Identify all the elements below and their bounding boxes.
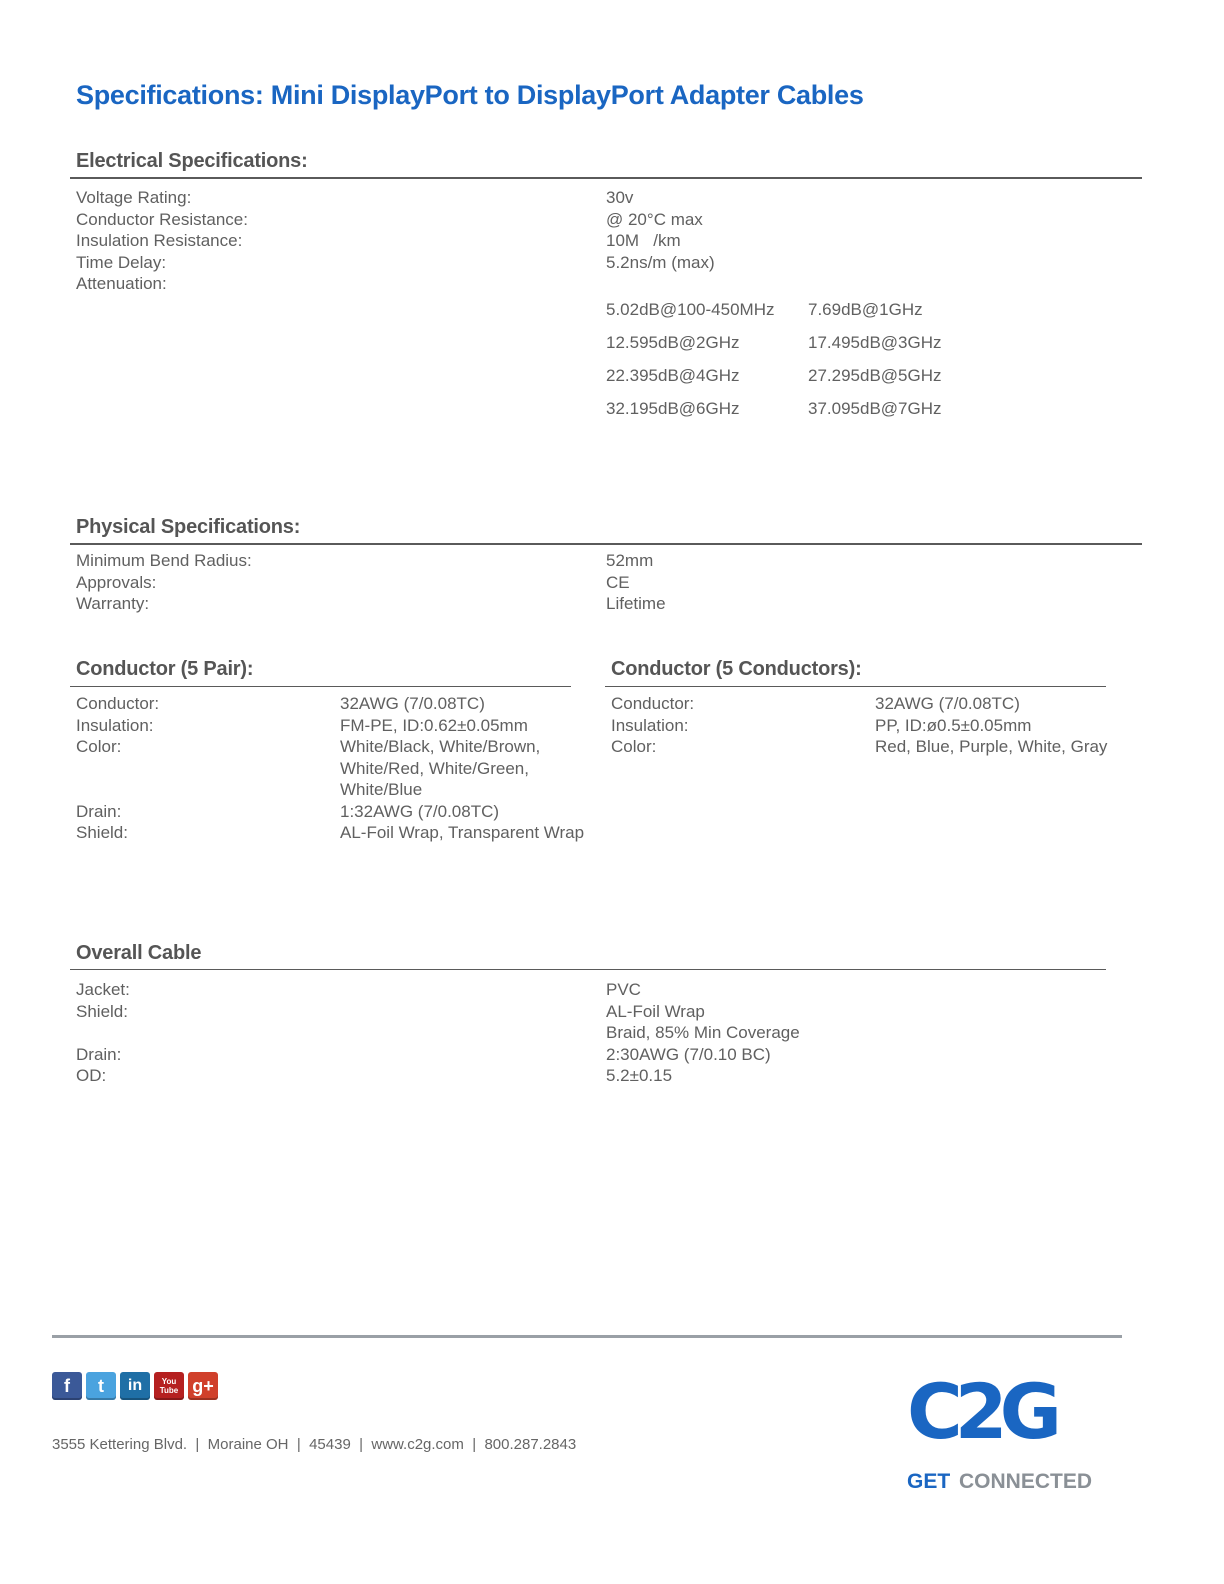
- electrical-values: [606, 187, 715, 273]
- attenuation-cell: 17.495dB@3GHz: [808, 333, 942, 352]
- value-min-bend-radius: 52mm: [606, 551, 654, 570]
- attenuation-row: [606, 333, 1026, 366]
- logo-brand: C2G: [907, 1368, 1055, 1456]
- value-jacket: PVC: [606, 980, 641, 999]
- value-warranty: Lifetime: [606, 594, 666, 613]
- conductor-five-rule: [605, 686, 1106, 687]
- physical-labels: [76, 550, 252, 615]
- label-conductor: Conductor:: [611, 694, 695, 713]
- value-shield-braid: Braid, 85% Min Coverage: [606, 1023, 800, 1042]
- value-conductor: 32AWG (7/0.08TC): [340, 694, 485, 713]
- value-color: White/Blue: [340, 780, 423, 799]
- attenuation-row: [606, 366, 1026, 399]
- youtube-icon[interactable]: [154, 1372, 184, 1400]
- label-spacer: [76, 779, 159, 801]
- facebook-icon[interactable]: [52, 1372, 82, 1400]
- googleplus-glyph: g+: [192, 1375, 214, 1396]
- value-insulation: PP, ID:ø0.5±0.05mm: [875, 715, 1032, 735]
- conductor-pair-values: [340, 693, 584, 844]
- conductor-five-values: [875, 693, 1107, 758]
- value-shield: AL-Foil Wrap: [606, 1001, 705, 1021]
- label-drain: Drain:: [76, 801, 122, 821]
- value-insulation: FM-PE, ID:0.62±0.05mm: [340, 715, 528, 735]
- electrical-rule: [70, 177, 1142, 179]
- label-spacer: [76, 1022, 130, 1044]
- conductor-pair-heading: Conductor (5 Pair):: [76, 658, 254, 680]
- attenuation-row: [606, 399, 1026, 432]
- label-color: Color:: [76, 737, 122, 756]
- twitter-icon[interactable]: [86, 1372, 116, 1400]
- label-approvals: Approvals:: [76, 572, 157, 592]
- footer-rule: [52, 1335, 1122, 1338]
- attenuation-cell: 22.395dB@4GHz: [606, 366, 740, 385]
- value-insulation-resistance: 10M /km: [606, 231, 681, 250]
- value-conductor-resistance: @ 20°C max: [606, 209, 703, 229]
- label-insulation: Insulation:: [76, 715, 154, 735]
- attenuation-cell: 27.295dB@5GHz: [808, 366, 942, 385]
- conductor-five-heading: Conductor (5 Conductors):: [611, 658, 862, 680]
- label-warranty: Warranty:: [76, 594, 150, 613]
- value-od: 5.2±0.15: [606, 1066, 673, 1085]
- label-conductor: Conductor:: [76, 694, 160, 713]
- conductor-pair-labels: [76, 693, 159, 844]
- label-color: Color:: [611, 737, 657, 756]
- label-time-delay: Time Delay:: [76, 252, 167, 272]
- logo-tagline-bold: GET: [907, 1470, 951, 1493]
- overall-labels: [76, 979, 130, 1087]
- attenuation-cell: 12.595dB@2GHz: [606, 333, 740, 352]
- value-drain: 2:30AWG (7/0.10 BC): [606, 1044, 771, 1064]
- footer-address: 3555 Kettering Blvd. | Moraine OH | 45439 | www.c2g.com | 800.287.2843: [52, 1436, 577, 1453]
- label-shield: Shield:: [76, 823, 128, 842]
- googleplus-icon[interactable]: [188, 1372, 218, 1400]
- youtube-glyph: You Tube: [159, 1377, 179, 1395]
- attenuation-row: [606, 300, 1026, 333]
- label-min-bend-radius: Minimum Bend Radius:: [76, 551, 252, 570]
- attenuation-cell: 5.02dB@100-450MHz: [606, 300, 775, 319]
- c2g-logo: [905, 1368, 1125, 1493]
- value-color: Red, Blue, Purple, White, Gray: [875, 737, 1108, 756]
- label-shield: Shield:: [76, 1001, 128, 1021]
- value-color: White/Red, White/Green,: [340, 758, 529, 778]
- electrical-heading: Electrical Specifications:: [76, 150, 308, 172]
- label-attenuation: Attenuation:: [76, 274, 167, 293]
- label-insulation: Insulation:: [611, 715, 689, 735]
- physical-rule: [70, 543, 1142, 545]
- attenuation-cell: 7.69dB@1GHz: [808, 300, 923, 319]
- label-od: OD:: [76, 1066, 107, 1085]
- value-shield: AL-Foil Wrap, Transparent Wrap: [340, 823, 585, 842]
- logo-tagline-rest: CONNECTED: [959, 1470, 1093, 1493]
- overall-heading: Overall Cable: [76, 942, 202, 964]
- conductor-five-labels: [611, 693, 694, 758]
- label-drain: Drain:: [76, 1044, 122, 1064]
- attenuation-table: [606, 300, 1026, 432]
- label-insulation-resistance: Insulation Resistance:: [76, 231, 243, 250]
- attenuation-cell: 37.095dB@7GHz: [808, 399, 942, 418]
- label-conductor-resistance: Conductor Resistance:: [76, 209, 248, 229]
- value-drain: 1:32AWG (7/0.08TC): [340, 801, 500, 821]
- label-jacket: Jacket:: [76, 980, 130, 999]
- linkedin-glyph: in: [127, 1377, 143, 1394]
- page-title: Specifications: Mini DisplayPort to DisplayPort Adapter Cables: [76, 80, 864, 110]
- value-conductor: 32AWG (7/0.08TC): [875, 694, 1020, 713]
- electrical-labels: [76, 187, 248, 295]
- physical-heading: Physical Specifications:: [76, 516, 301, 538]
- twitter-glyph: t: [98, 1375, 104, 1396]
- label-spacer: [76, 758, 159, 780]
- value-voltage-rating: 30v: [606, 188, 634, 207]
- facebook-glyph: f: [64, 1375, 70, 1396]
- overall-rule: [70, 969, 1106, 970]
- attenuation-cell: 32.195dB@6GHz: [606, 399, 740, 418]
- linkedin-icon[interactable]: [120, 1372, 150, 1400]
- physical-values: [606, 550, 666, 615]
- overall-values: [606, 979, 800, 1087]
- social-links: [52, 1372, 218, 1400]
- value-time-delay: 5.2ns/m (max): [606, 252, 715, 272]
- label-voltage-rating: Voltage Rating:: [76, 188, 192, 207]
- conductor-pair-rule: [70, 686, 571, 687]
- value-color: White/Black, White/Brown,: [340, 737, 541, 756]
- value-approvals: CE: [606, 572, 630, 592]
